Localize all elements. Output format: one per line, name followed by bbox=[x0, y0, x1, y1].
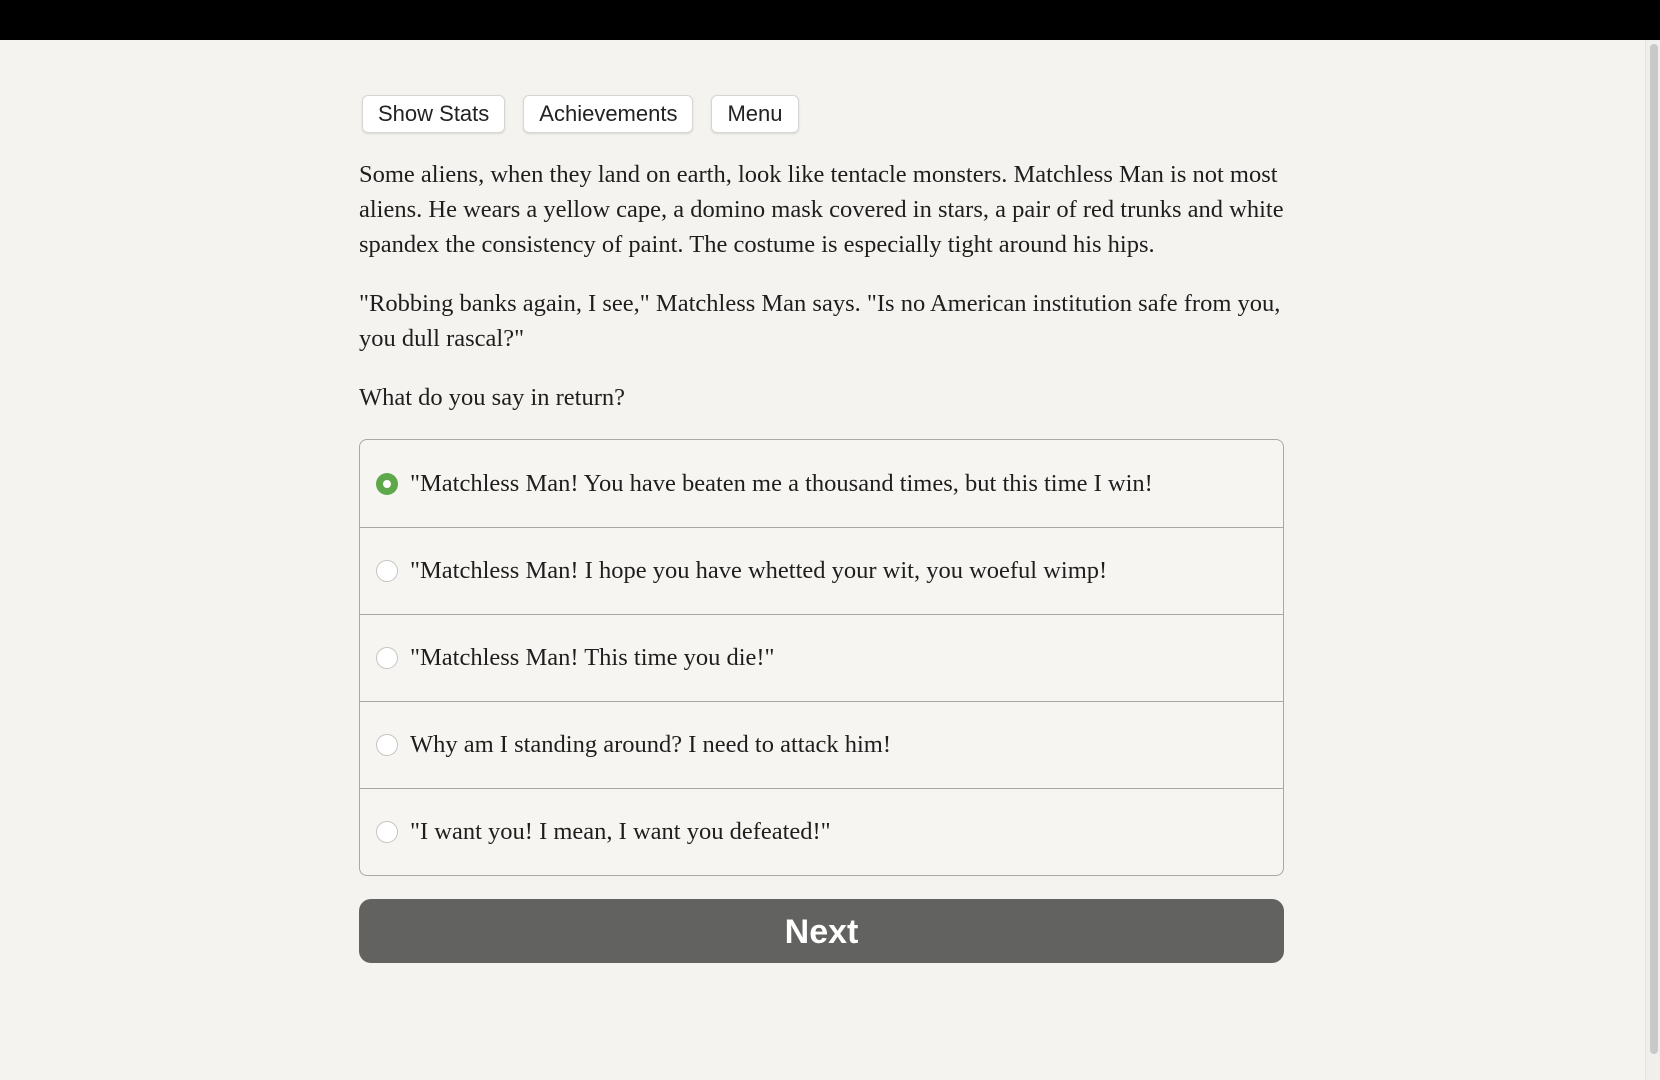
choice-option-3[interactable] bbox=[360, 614, 1283, 701]
choice-prompt: What do you say in return? bbox=[359, 384, 626, 411]
story-paragraph: Some aliens, when they land on earth, look like tentacle monsters. Matchless Man is not most aliens. He wears a yellow cape, a domino mask covered in stars, a pair of red trunks and white spandex the consistency of paint. The costume is especially tight around his hips. bbox=[359, 161, 1284, 258]
choice-list bbox=[359, 439, 1284, 876]
choice-option-2[interactable] bbox=[360, 527, 1283, 614]
menu-button[interactable]: Menu bbox=[711, 95, 798, 133]
radio-button-icon[interactable] bbox=[376, 473, 398, 495]
next-button[interactable]: Next bbox=[359, 899, 1284, 963]
achievements-button[interactable]: Achievements bbox=[523, 95, 693, 133]
choice-label: "Matchless Man! You have beaten me a thousand times, but this time I win! bbox=[410, 469, 1153, 497]
scrollbar-thumb[interactable] bbox=[1650, 44, 1658, 1054]
choice-label: Why am I standing around? I need to attack him! bbox=[410, 731, 891, 758]
choice-option-1[interactable] bbox=[360, 440, 1283, 527]
choice-label: "Matchless Man! I hope you have whetted your wit, you woeful wimp! bbox=[410, 557, 1108, 584]
choice-option-4[interactable] bbox=[360, 701, 1283, 788]
radio-button-icon[interactable] bbox=[376, 647, 398, 669]
choice-label: "I want you! I mean, I want you defeated!" bbox=[410, 818, 831, 845]
radio-button-icon[interactable] bbox=[376, 734, 398, 756]
show-stats-button[interactable]: Show Stats bbox=[362, 95, 505, 133]
choice-option-5[interactable] bbox=[360, 788, 1283, 875]
story-paragraph: "Robbing banks again, I see," Matchless Man says. "Is no American institution safe from you, you dull rascal?" bbox=[359, 290, 1281, 352]
toolbar bbox=[359, 95, 1284, 133]
choice-label: "Matchless Man! This time you die!" bbox=[410, 644, 775, 671]
scrollbar[interactable] bbox=[1645, 40, 1660, 1080]
top-bar bbox=[0, 0, 1660, 40]
radio-button-icon[interactable] bbox=[376, 821, 398, 843]
radio-button-icon[interactable] bbox=[376, 560, 398, 582]
game-container bbox=[359, 40, 1284, 963]
